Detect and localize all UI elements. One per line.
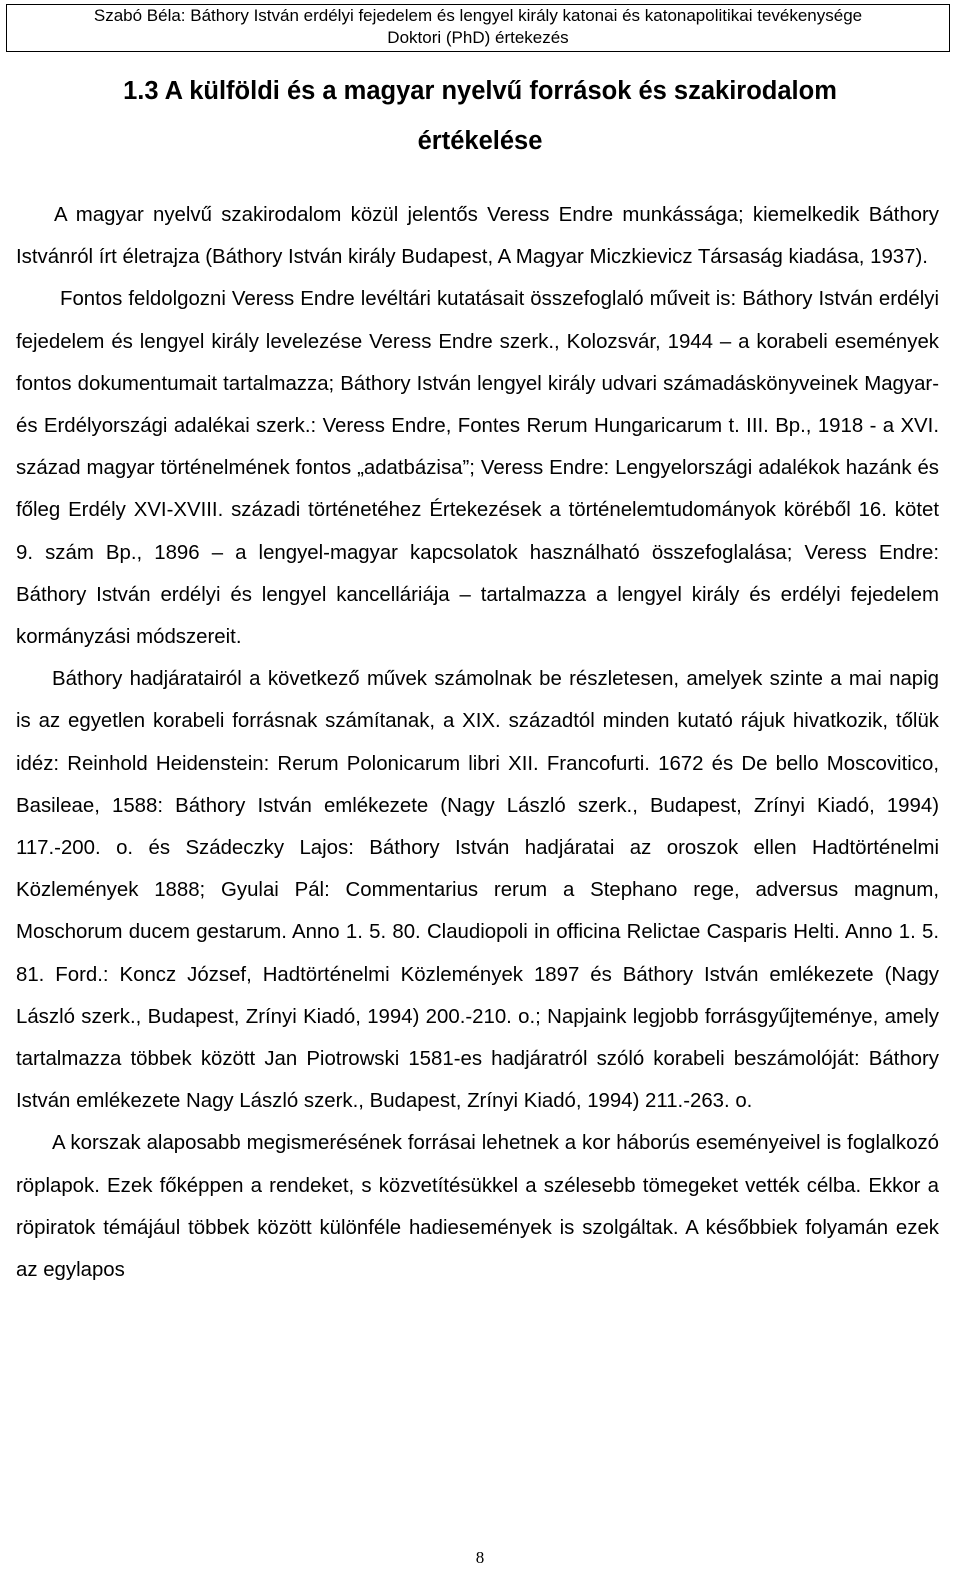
paragraph-4: A korszak alaposabb megismerésének forrásai lehetnek a kor háborús eseményeivel is foglalkozó röplapok. Ezek főképpen a rendeket, s közvetítésükkel a szélesebb tömegeket vették célba. Ekkor a röpiratok témájául többek között különféle hadiesemények is szolgáltak. A későbbiek folyamán ezek az egylapos <box>16 1132 939 1282</box>
paragraph-1: A magyar nyelvű szakirodalom közül jelentős Veress Endre munkássága; kiemelkedik Báthory Istvánról írt életrajza (Báthory István király Budapest, A Magyar Miczkievicz Társaság kiadása, 1937). <box>16 204 939 269</box>
header-document-type: Doktori (PhD) értekezés <box>387 28 569 47</box>
page-number: 8 <box>475 1548 485 1567</box>
section-title-line-2: értékelése <box>417 127 543 155</box>
paragraph-2: Fontos feldolgozni Veress Endre levéltári kutatásait összefoglaló műveit is: Báthory István erdélyi fejedelem és lengyel király levelezése Veress Endre szerk., Kolozsvár, 1944 – a korabeli események fontos dokumentumait tartalmazza; Báthory István lengyel király udvari számadáskönyveinek Magyar- és Erdélyországi adalékai szerk.: Veress Endre, Fontes Rerum Hungaricarum t. III. Bp., 1918 - a XVI. század magyar történelmének fontos „adatbázisa”; Veress Endre: Lengyelországi adalékok hazánk és főleg Erdély XVI-XVIII. századi történetéhez Értekezések a történelemtudományok köréből 16. kötet 9. szám Bp., 1896 – a lengyel-magyar kapcsolatok használható összefoglalása; Veress Endre: Báthory István erdélyi és lengyel kancelláriája – tartalmazza a lengyel király és erdélyi fejedelem kormányzási módszereit. <box>16 288 939 649</box>
running-header <box>6 4 950 52</box>
header-author-title: Szabó Béla: Báthory István erdélyi fejedelem és lengyel király katonai és katonapolitikai tevékenysége <box>93 6 863 25</box>
body-text <box>16 194 939 1291</box>
section-title-line-1: 1.3 A külföldi és a magyar nyelvű források és szakirodalom <box>123 77 837 105</box>
paragraph-3: Báthory hadjáratairól a következő művek számolnak be részletesen, amelyek szinte a mai napig is az egyetlen korabeli forrásnak számítanak, a XIX. századtól minden kutató rájuk hivatkozik, tőlük idéz: Reinhold Heidenstein: Rerum Polonicarum libri XII. Francofurti. 1672 és De bello Moscovitico, Basileae, 1588: Báthory István emlékezete (Nagy László szerk., Budapest, Zrínyi Kiadó, 1994) 117.-200. o. és Szádeczky Lajos: Báthory István hadjáratai az oroszok ellen Hadtörténelmi Közlemények 1888; Gyulai Pál: Commentarius rerum a Stephano rege, adversus magnum, Moschorum ducem gestarum. Anno 1. 5. 80. Claudiopoli in officina Relictae Casparis Helti. Anno 1. 5. 81. Ford.: Koncz József, Hadtörténelmi Közlemények 1897 és Báthory István emlékezete (Nagy László szerk., Budapest, Zrínyi Kiadó, 1994) 200.-210. o.; Napjaink legjobb forrásgyűjteménye, amely tartalmazza többek között Jan Piotrowski 1581-es hadjáratról szóló korabeli beszámolóját: Báthory István emlékezete Nagy László szerk., Budapest, Zrínyi Kiadó, 1994) 211.-263. o. <box>16 668 939 1113</box>
